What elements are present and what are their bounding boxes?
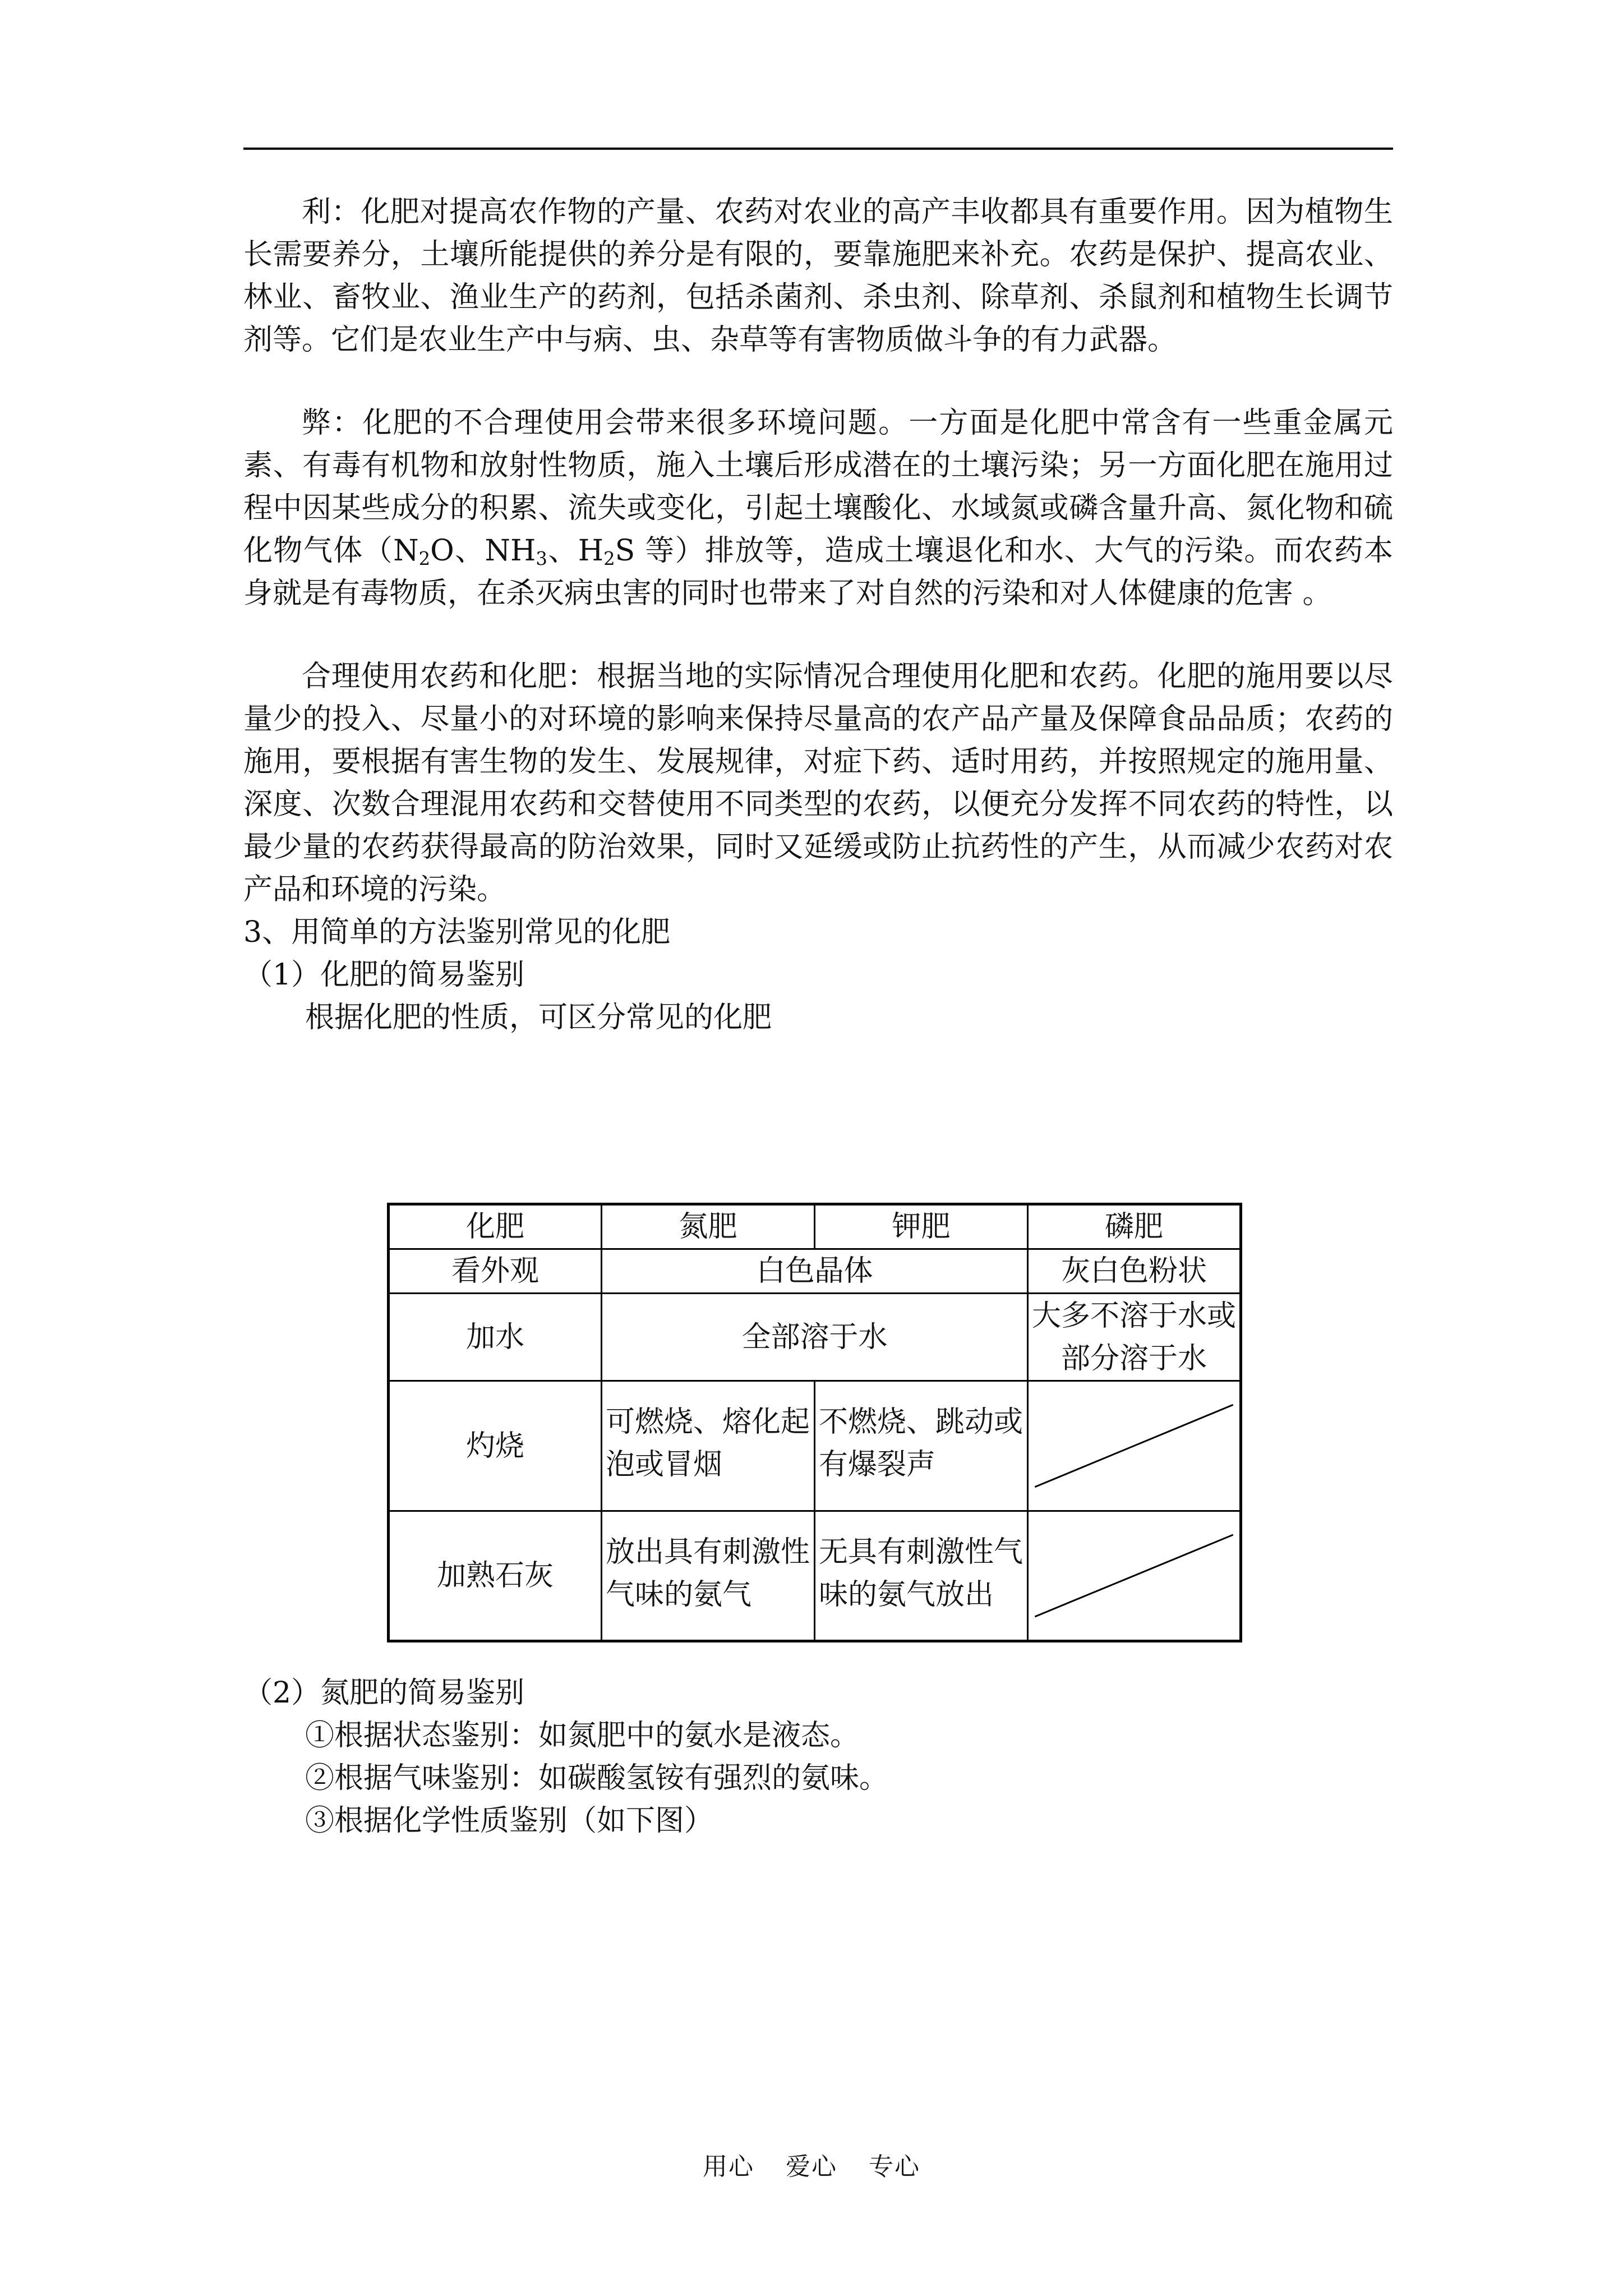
- cell-burn-p-empty: [1028, 1381, 1241, 1511]
- fertilizer-identification-table: [387, 1203, 1242, 1642]
- row-label-burn: 灼烧: [389, 1381, 602, 1511]
- main-content: [243, 191, 1393, 1039]
- formula-subscript: 3: [536, 548, 547, 570]
- table-row-water: [389, 1294, 1241, 1381]
- disadvantages-text-b: 排放等，造成土壤退化和水、大气的污染。而农药本身就是有毒物质，在杀灭病虫害的同时也带来了对自然的污染和对人体健康的危害 。: [243, 534, 1393, 610]
- cell-burn-n: 可燃烧、熔化起泡或冒烟: [602, 1381, 815, 1511]
- header-nitrogen: 氮肥: [602, 1204, 815, 1249]
- paragraph-disadvantages: [243, 402, 1393, 615]
- header-phosphorus: 磷肥: [1028, 1204, 1241, 1249]
- table-row-appearance: [389, 1249, 1241, 1294]
- cell-appearance-p: 灰白色粉状: [1028, 1249, 1241, 1294]
- diagonal-slash-icon: [1029, 1512, 1239, 1640]
- header-fertilizer: 化肥: [389, 1204, 602, 1249]
- disadvantages-text-a: 弊：化肥的不合理使用会带来很多环境问题。一方面是化肥中常含有一些重金属元素、有毒有机物和放射性物质，施入土壤后形成潜在的土壤污染；另一方面化肥在施用过程中因某些成分的积累、流失或变化，引起土壤酸化、水域氮或磷含量升高、氮化物和硫化物气体（: [243, 406, 1393, 568]
- list-item: ③根据化学性质鉴别（如下图）: [305, 1804, 714, 1838]
- section-3-title: 3、用简单的方法鉴别常见的化肥: [243, 915, 671, 949]
- paragraph-advantages: 利：化肥对提高农作物的产量、农药对农业的高产丰收都具有重要作用。因为植物生长需要养分，土壤所能提供的养分是有限的，要靠施肥来补充。农药是保护、提高农业、林业、畜牧业、渔业生产的药剂，包括杀菌剂、杀虫剂、除草剂、杀鼠剂和植物生长调节剂等。它们是农业生产中与病、虫、杂草等有害物质做斗争的有力武器。: [243, 195, 1393, 357]
- formula-subscript: 2: [603, 548, 615, 570]
- formula-part: N: [393, 534, 419, 568]
- subsection-2-title: （2）氮肥的简易鉴别: [243, 1676, 525, 1710]
- section-3-2: [243, 1672, 1393, 1842]
- list-item: ②根据气味鉴别：如碳酸氢铵有强烈的氨味。: [305, 1761, 889, 1795]
- list-item: ①根据状态鉴别：如氮肥中的氨水是液态。: [305, 1719, 860, 1752]
- subsection-1-title: （1）化肥的简易鉴别: [243, 958, 525, 992]
- table-intro: 根据化肥的性质，可区分常见的化肥: [305, 1001, 772, 1034]
- row-label-appearance: 看外观: [389, 1249, 602, 1294]
- table-header-row: [389, 1204, 1241, 1249]
- cell-lime-k: 无具有刺激性气味的氨气放出: [815, 1511, 1028, 1641]
- diagonal-slash-icon: [1029, 1382, 1239, 1510]
- cell-appearance-nk: 白色晶体: [602, 1249, 1028, 1294]
- cell-burn-k: 不燃烧、跳动或有爆裂声: [815, 1381, 1028, 1511]
- cell-lime-n: 放出具有刺激性气味的氨气: [602, 1511, 815, 1641]
- formula-subscript: 2: [418, 548, 431, 570]
- cell-lime-p-empty: [1028, 1511, 1241, 1641]
- row-label-water: 加水: [389, 1294, 602, 1381]
- table-row-lime: [389, 1511, 1241, 1641]
- cell-water-nk: 全部溶于水: [602, 1294, 1028, 1381]
- header-potassium: 钾肥: [815, 1204, 1028, 1249]
- formula-part: O、NH: [430, 534, 536, 568]
- cell-water-p: 大多不溶于水或部分溶于水: [1028, 1294, 1241, 1381]
- formula-part: 、H: [547, 534, 604, 568]
- table-row-burn: [389, 1381, 1241, 1511]
- formula-part: S 等）: [615, 534, 705, 568]
- paragraph-rational-use: 合理使用农药和化肥：根据当地的实际情况合理使用化肥和农药。化肥的施用要以尽量少的投入、尽量小的对环境的影响来保持尽量高的农产品产量及保障食品品质；农药的施用，要根据有害生物的发生、发展规律，对症下药、适时用药，并按照规定的施用量、深度、次数合理混用农药和交替使用不同类型的农药，以便充分发挥不同农药的特性，以最少量的农药获得最高的防治效果，同时又延缓或防止抗药性的产生，从而减少农药对农产品和环境的污染。: [243, 660, 1393, 907]
- page-footer: 用心 爱心 专心: [703, 2152, 920, 2181]
- row-label-lime: 加熟石灰: [389, 1511, 602, 1641]
- header-rule: [243, 148, 1393, 150]
